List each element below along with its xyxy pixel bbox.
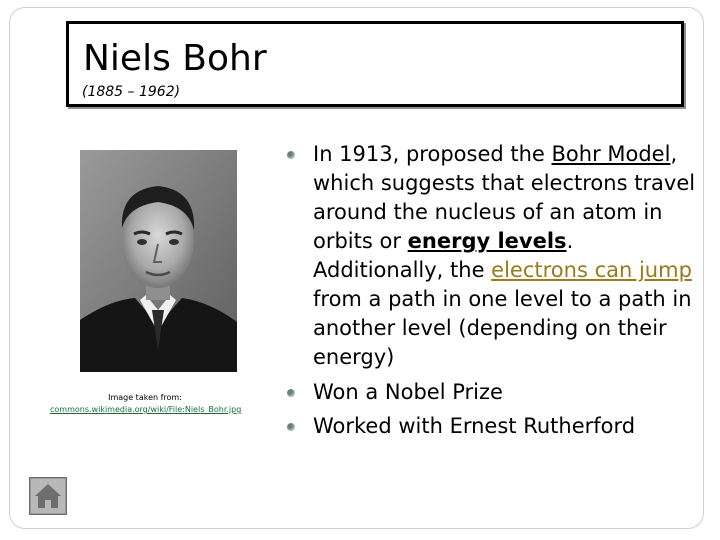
caption-prefix: Image taken from: bbox=[108, 393, 182, 402]
image-caption bbox=[50, 392, 240, 416]
bullet-text: , which suggests that electrons travel around the nucleus of an atom in orbits or bbox=[313, 142, 696, 253]
bullet-list bbox=[285, 140, 710, 441]
home-icon[interactable] bbox=[29, 477, 67, 515]
bullet-item bbox=[285, 412, 710, 441]
bullet-text: from a path in one level to a path in another level (depending on their energy) bbox=[313, 287, 692, 369]
bullet-item bbox=[285, 378, 710, 407]
bohr-model-term: Bohr Model bbox=[551, 142, 671, 166]
caption-source-link[interactable]: commons.wikimedia.org/wiki/File:Niels_Bohr.jpg bbox=[50, 405, 242, 414]
bullet-text: Won a Nobel Prize bbox=[313, 380, 503, 404]
bullet-text: . Additionally, the bbox=[313, 229, 574, 282]
energy-levels-term: energy levels bbox=[407, 229, 567, 253]
bullet-item bbox=[285, 140, 710, 372]
bullet-text: Worked with Ernest Rutherford bbox=[313, 414, 636, 438]
bullet-dot-icon bbox=[287, 151, 295, 159]
slide-subtitle: (1885 – 1962) bbox=[82, 84, 181, 100]
niels-bohr-photo bbox=[80, 150, 237, 372]
electrons-can-jump-link[interactable]: electrons can jump bbox=[491, 258, 692, 282]
slide-title: Niels Bohr bbox=[83, 38, 267, 79]
bullet-dot-icon bbox=[287, 389, 295, 397]
bullet-text: In 1913, proposed the bbox=[313, 142, 552, 166]
bullet-dot-icon bbox=[287, 423, 295, 431]
title-box bbox=[66, 21, 684, 107]
